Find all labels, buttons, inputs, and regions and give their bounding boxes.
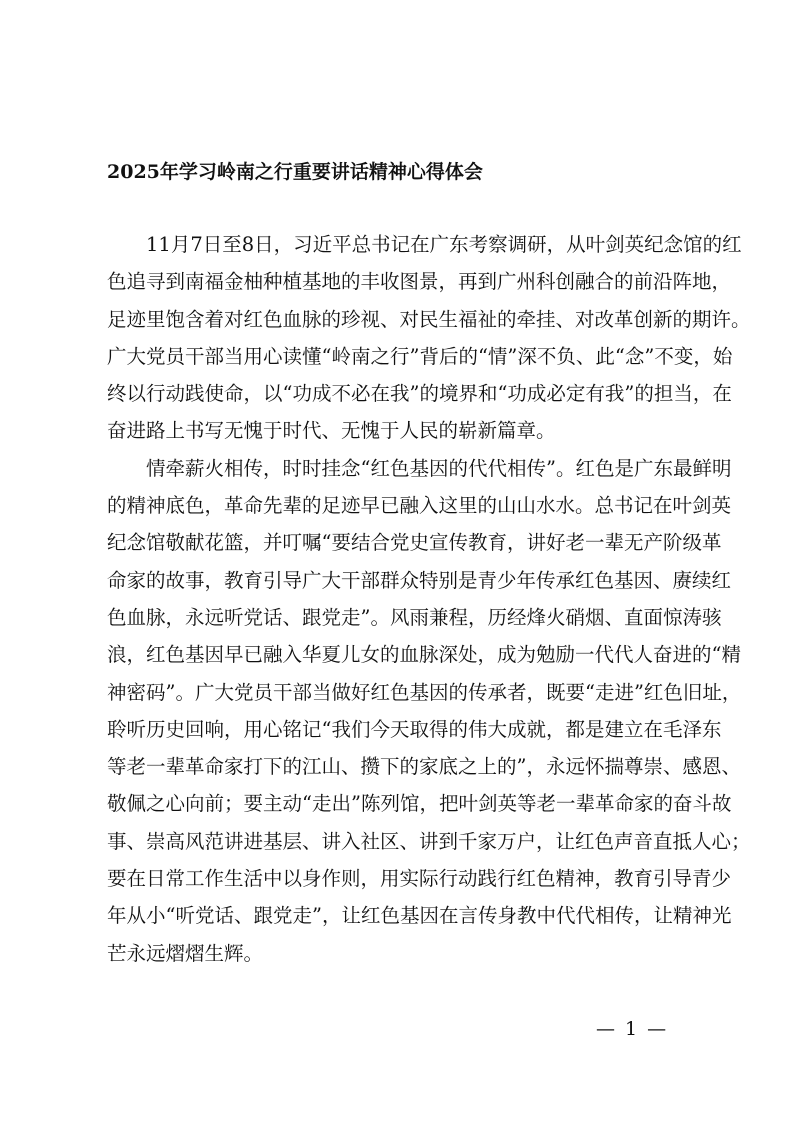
text-line: 事、崇高风范讲进基层、讲入社区、讲到千家万户，让红色声音直抵人心； (107, 829, 751, 853)
document-body (107, 226, 751, 972)
text-line: 情牵薪火相传，时时挂念“红色基因的代代相传”。红色是广东最鲜明 (146, 456, 732, 480)
text-line: 奋进路上书写无愧于时代、无愧于人民的崭新篇章。 (107, 419, 556, 443)
text-line: 浪，红色基因早已融入华夏儿女的血脉深处，成为勉励一代代人奋进的“精 (107, 643, 741, 667)
text-line: 纪念馆敬献花篮，并叮嘱“要结合党史宣传教育，讲好老一辈无产阶级革 (107, 531, 722, 555)
text-line: 的精神底色，革命先辈的足迹早已融入这里的山山水水。总书记在叶剑英 (107, 494, 732, 518)
text-line: 要在日常工作生活中以身作则，用实际行动践行红色精神，教育引导青少 (107, 867, 732, 891)
text-line: 广大党员干部当用心读懂“岭南之行”背后的“情”深不负、此“念”不变，始 (107, 344, 733, 368)
text-line: 11月7日至8日，习近平总书记在广东考察调研，从叶剑英纪念馆的红 (146, 233, 742, 256)
text-line: 色血脉，永远听党话、跟党走”。风雨兼程，历经烽火硝烟、直面惊涛骇 (107, 605, 722, 629)
text-line: 终以行动践使命，以“功成不必在我”的境界和“功成必定有我”的担当，在 (107, 382, 732, 406)
text-line: 足迹里饱含着对红色血脉的珍视、对民生福祉的牵挂、对改革创新的期许。 (107, 307, 751, 331)
text-line: 敬佩之心向前；要主动“走出”陈列馆，把叶剑英等老一辈革命家的奋斗故 (107, 792, 732, 816)
text-line: 命家的故事，教育引导广大干部群众特别是青少年传承红色基因、赓续红 (107, 568, 732, 592)
text-line: 聆听历史回响，用心铭记“我们今天取得的伟大成就，都是建立在毛泽东 (107, 717, 722, 741)
text-line: 芒永远熠熠生辉。 (107, 941, 264, 965)
document-title: 2025年学习岭南之行重要讲话精神心得体会 (107, 161, 483, 183)
paragraph (107, 450, 751, 972)
text-line: 神密码”。广大党员干部当做好红色基因的传承者，既要“走进”红色旧址， (107, 680, 742, 704)
paragraph (107, 226, 751, 450)
text-line: 色追寻到南福金柚种植基地的丰收图景，再到广州科创融合的前沿阵地， (107, 270, 732, 294)
text-line: 年从小“听党话、跟党走”，让红色基因在言传身教中代代相传，让精神光 (107, 904, 732, 928)
page-number: — 1 — (596, 1018, 669, 1040)
text-line: 等老一辈革命家打下的江山、攒下的家底之上的”，永远怀揣尊崇、感恩、 (107, 755, 741, 779)
